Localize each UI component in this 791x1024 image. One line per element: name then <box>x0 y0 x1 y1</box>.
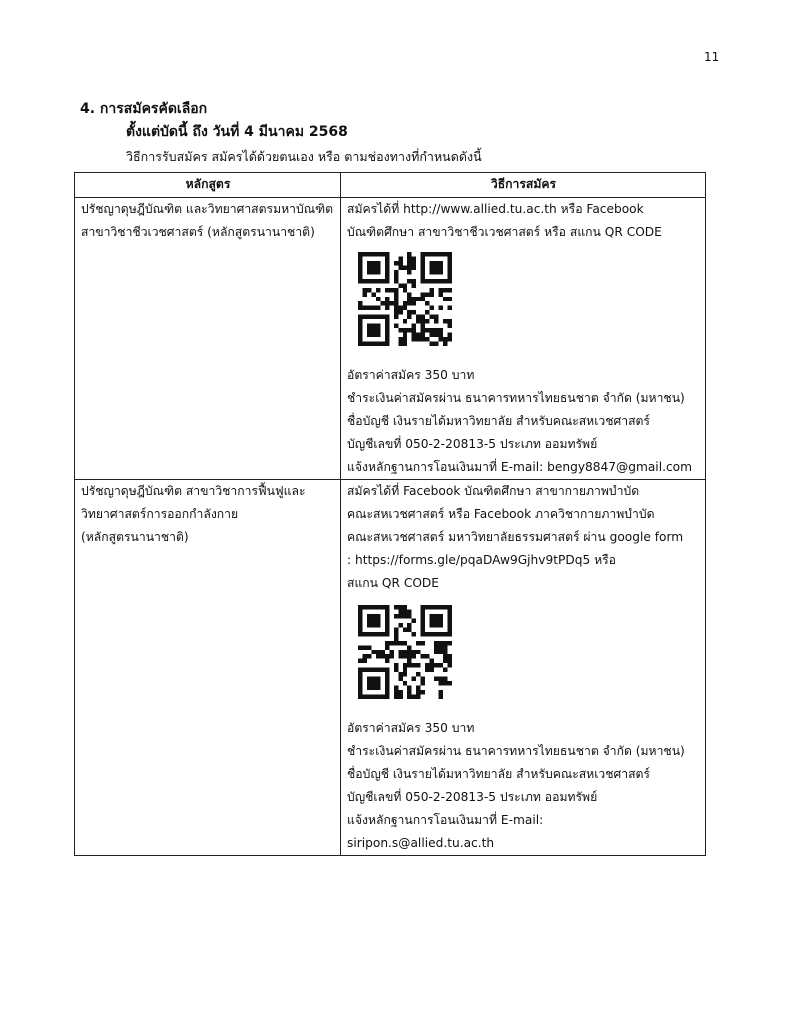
program-line: (หลักสูตรนานาชาติ) <box>81 530 189 544</box>
method-line: คณะสหเวชศาสตร์ มหาวิทยาลัยธรรมศาสตร์ ผ่าน google form <box>347 530 684 544</box>
intro-text: วิธีการรับสมัคร สมัครได้ด้วยตนเอง หรือ ตามช่องทางที่กำหนดดังนี้ <box>126 149 482 164</box>
method-cell <box>341 198 706 480</box>
table-header-row <box>75 173 706 198</box>
form-link-line[interactable]: : https://forms.gle/pqaDAw9Gjhv9tPDq5 หรือ <box>347 553 617 567</box>
program-line: สาขาวิชาชีวเวชศาสตร์ (หลักสูตรนานาชาติ) <box>81 225 315 239</box>
method-line: สแกน QR CODE <box>347 576 440 590</box>
method-line: ชื่อบัญชี เงินรายได้มหาวิทยาลัย สำหรับคณะสหเวชศาสตร์ <box>347 414 650 428</box>
header-program: หลักสูตร <box>75 173 341 198</box>
section-subheading: ตั้งแต่บัดนี้ ถึง วันที่ 4 มีนาคม 2568 <box>126 124 348 140</box>
method-line[interactable]: สมัครได้ที่ http://www.allied.tu.ac.th หรือ Facebook <box>347 202 644 216</box>
table-row <box>75 198 706 480</box>
program-cell <box>75 198 341 480</box>
method-line: ชำระเงินค่าสมัครผ่าน ธนาคารทหารไทยธนชาต จำกัด (มหาชน) <box>347 744 685 758</box>
application-table <box>74 172 706 856</box>
page-number: 11 <box>704 50 720 64</box>
program-line: ปรัชญาดุษฎีบัณฑิต และวิทยาศาสตรมหาบัณฑิต <box>81 202 334 216</box>
email-line[interactable]: แจ้งหลักฐานการโอนเงินมาที่ E-mail: bengy8847@gmail.com <box>347 460 692 474</box>
method-line: บัญชีเลขที่ 050-2-20813-5 ประเภท ออมทรัพย์ <box>347 790 598 804</box>
qr-code-icon[interactable] <box>358 252 452 346</box>
qr-code-icon[interactable] <box>358 605 452 699</box>
method-line: คณะสหเวชศาสตร์ หรือ Facebook ภาควิชากายภาพบำบัด <box>347 507 655 521</box>
table-row <box>75 480 706 856</box>
program-line: วิทยาศาสตร์การออกกำลังกาย <box>81 507 239 521</box>
program-line: ปรัชญาดุษฎีบัณฑิต สาขาวิชาการฟื้นฟูและ <box>81 484 306 498</box>
section-heading: 4. การสมัครคัดเลือก <box>80 101 208 117</box>
method-cell <box>341 480 706 856</box>
method-line: อัตราค่าสมัคร 350 บาท <box>347 368 475 382</box>
method-line: แจ้งหลักฐานการโอนเงินมาที่ E-mail: <box>347 813 544 827</box>
program-cell <box>75 480 341 856</box>
email-line[interactable]: siripon.s@allied.tu.ac.th <box>347 836 495 850</box>
method-line: บัณฑิตศึกษา สาขาวิชาชีวเวชศาสตร์ หรือ สแกน QR CODE <box>347 225 662 239</box>
header-method: วิธีการสมัคร <box>341 173 706 198</box>
method-line: ชื่อบัญชี เงินรายได้มหาวิทยาลัย สำหรับคณะสหเวชศาสตร์ <box>347 767 650 781</box>
method-line: อัตราค่าสมัคร 350 บาท <box>347 721 475 735</box>
method-line: ชำระเงินค่าสมัครผ่าน ธนาคารทหารไทยธนชาต จำกัด (มหาชน) <box>347 391 685 405</box>
method-line: สมัครได้ที่ Facebook บัณฑิตศึกษา สาขากายภาพบำบัด <box>347 484 640 498</box>
method-line: บัญชีเลขที่ 050-2-20813-5 ประเภท ออมทรัพย์ <box>347 437 598 451</box>
